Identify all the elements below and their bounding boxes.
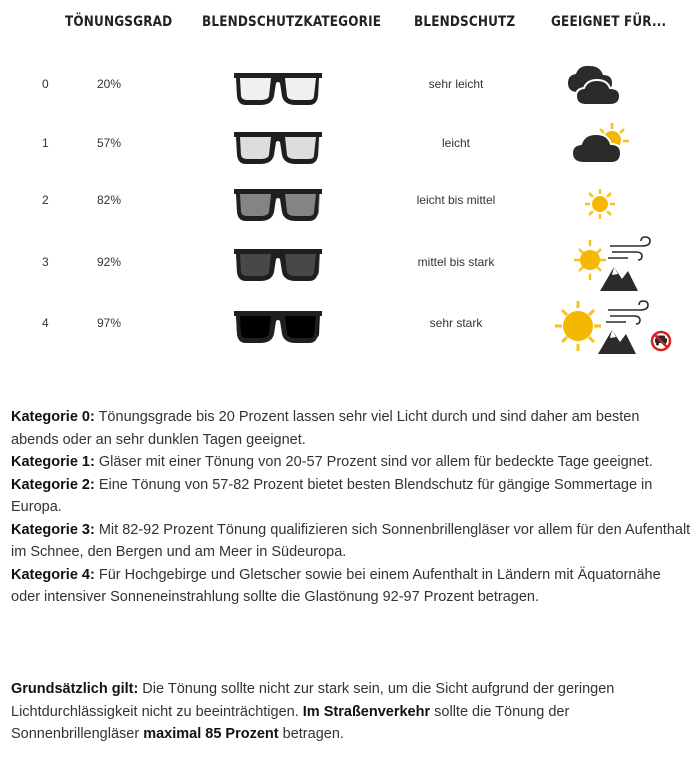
sun-behind-cloud-icon <box>568 119 634 167</box>
sun-wind-mountains-icon <box>572 234 656 292</box>
row-category: 3 <box>42 255 49 269</box>
row-category: 4 <box>42 316 49 330</box>
row-tint: 20% <box>97 77 122 91</box>
basic-rule-paragraph: Grundsätzlich gilt: Die Tönung sollte nicht zur stark sein, um die Sicht aufgrund der geringen Lichtdurchlässigkeit nicht zu beeinträchtigen. Im Straßenverkehr sollte die Tönung der Sonnenbrillengläser maximal 85 Prozent betragen. <box>11 681 615 742</box>
row-tint: 92% <box>97 255 122 269</box>
sunglasses-icon <box>232 127 324 167</box>
row-tint: 97% <box>97 316 122 330</box>
row-category: 0 <box>42 77 49 91</box>
row-glare: leicht <box>441 136 470 150</box>
sunglasses-icon <box>232 68 324 108</box>
sun-icon <box>584 188 616 220</box>
category-descriptions <box>11 406 691 609</box>
row-category: 2 <box>42 193 49 207</box>
sunglasses-icon <box>232 306 324 346</box>
description-category-4: Kategorie 4: Für Hochgebirge und Gletscher sowie bei einem Aufenthalt in Ländern mit Äquatornähe oder intensiver Sonneneinstrahlung sollte die Glastönung 92-97 Prozent betragen. <box>11 566 661 605</box>
description-category-1: Kategorie 1: Gläser mit einer Tönung von 20-57 Prozent sind vor allem für bedeckte Tage geeignet. <box>11 454 653 470</box>
row-glare: sehr stark <box>429 316 483 330</box>
basic-rule-label: Grundsätzlich gilt: <box>11 681 139 697</box>
sunglasses-icon <box>232 244 324 284</box>
table-row <box>0 296 696 356</box>
row-tint: 82% <box>97 193 122 207</box>
sun-wind-mountains-no-driving-icon <box>552 300 676 356</box>
row-tint: 57% <box>97 136 122 150</box>
row-glare: mittel bis stark <box>417 255 495 269</box>
header-suitable: GEEIGNET FÜR... <box>551 14 667 30</box>
table-row <box>0 234 696 294</box>
table-row <box>0 174 696 234</box>
description-category-3: Kategorie 3: Mit 82-92 Prozent Tönung qualifizieren sich Sonnenbrillengläser vor allem für den Aufenthalt im Schnee, den Bergen und am Meer in Südeuropa. <box>11 521 691 560</box>
row-glare: sehr leicht <box>428 77 484 91</box>
header-glare: BLENDSCHUTZ <box>414 14 516 30</box>
table-row <box>0 58 696 118</box>
row-category: 1 <box>42 136 49 150</box>
header-tint: TÖNUNGSGRAD <box>65 14 173 30</box>
description-category-0: Kategorie 0: Tönungsgrade bis 20 Prozent lassen sehr viel Licht durch und sind daher am besten abends oder an sehr dunklen Tagen geeignet. <box>11 409 640 448</box>
description-category-2: Kategorie 2: Eine Tönung von 57-82 Prozent bietet besten Blendschutz für gängige Sommertage in Europa. <box>11 476 653 515</box>
no-driving-sign <box>652 332 670 350</box>
header-category: BLENDSCHUTZKATEGORIE <box>202 14 382 30</box>
row-glare: leicht bis mittel <box>416 193 496 207</box>
sunglasses-icon <box>232 184 324 224</box>
table-row <box>0 117 696 177</box>
clouds-icon <box>562 62 630 108</box>
